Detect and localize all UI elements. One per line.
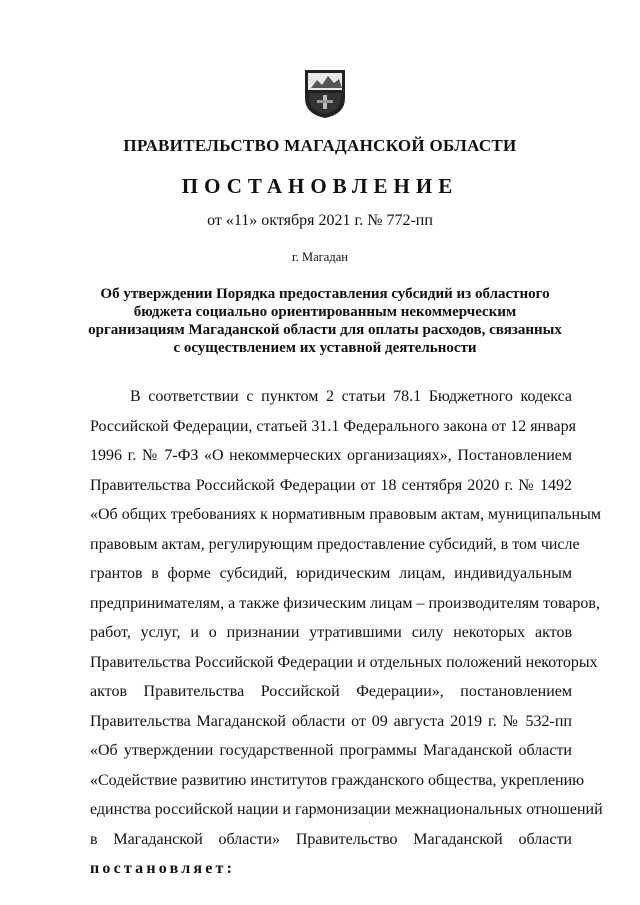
subject-line: с осуществлением их уставной деятельности: [173, 340, 477, 356]
document-subject: [88, 285, 562, 357]
document-type: ПОСТАНОВЛЕНИЕ: [181, 174, 459, 198]
body-line: Правительства Российской Федерации и отдельных положений некоторых: [90, 653, 598, 671]
body-line: правовым актам, регулирующим предоставление субсидий, в том числе: [90, 535, 580, 553]
body-line: Правительства Магаданской области от 09 августа 2019 г. № 532-пп: [90, 712, 572, 730]
resolves-word: постановляет:: [90, 860, 236, 877]
city-line: г. Магадан: [292, 250, 348, 264]
body-line: актов Правительства Российской Федерации», постановлением: [90, 683, 572, 700]
body-line: работ, услуг, и о признании утратившими силу некоторых актов: [90, 624, 572, 641]
body-line: Правительства Российской Федерации от 18 сентября 2020 г. № 1492: [90, 476, 572, 494]
subject-line: бюджета социально ориентированным некоммерческим: [133, 304, 517, 320]
subject-line: Об утверждении Порядка предоставления субсидий из областного: [100, 286, 550, 302]
body-line: Российской Федерации, статьей 31.1 Федерального закона от 12 января: [90, 417, 576, 435]
body-line: «Содействие развитию институтов гражданского общества, укреплению: [90, 771, 585, 789]
body-line: 1996 г. № 7-ФЗ «О некоммерческих организациях», Постановлением: [90, 447, 572, 464]
body-line: предпринимателям, а также физическим лицам – производителям товаров,: [90, 594, 600, 612]
body-line: «Об утверждении государственной программы Магаданской области: [90, 742, 572, 759]
body-line: единства российской нации и гармонизации межнациональных отношений: [90, 801, 603, 818]
document-body: [90, 382, 603, 884]
body-line: грантов в форме субсидий, юридическим лицам, индивидуальным: [90, 565, 572, 582]
government-name: ПРАВИТЕЛЬСТВО МАГАДАНСКОЙ ОБЛАСТИ: [123, 136, 517, 155]
coat-of-arms-icon: [303, 68, 347, 120]
body-line: «Об общих требованиях к нормативным правовым актам, муниципальным: [90, 506, 601, 523]
body-line: в Магаданской области» Правительство Магаданской области: [90, 830, 572, 848]
body-line: В соответствии с пунктом 2 статьи 78.1 Бюджетного кодекса: [130, 388, 572, 405]
date-number-line: от «11» октября 2021 г. № 772-пп: [207, 212, 433, 229]
subject-line: организациям Магаданской области для оплаты расходов, связанных: [88, 322, 562, 338]
